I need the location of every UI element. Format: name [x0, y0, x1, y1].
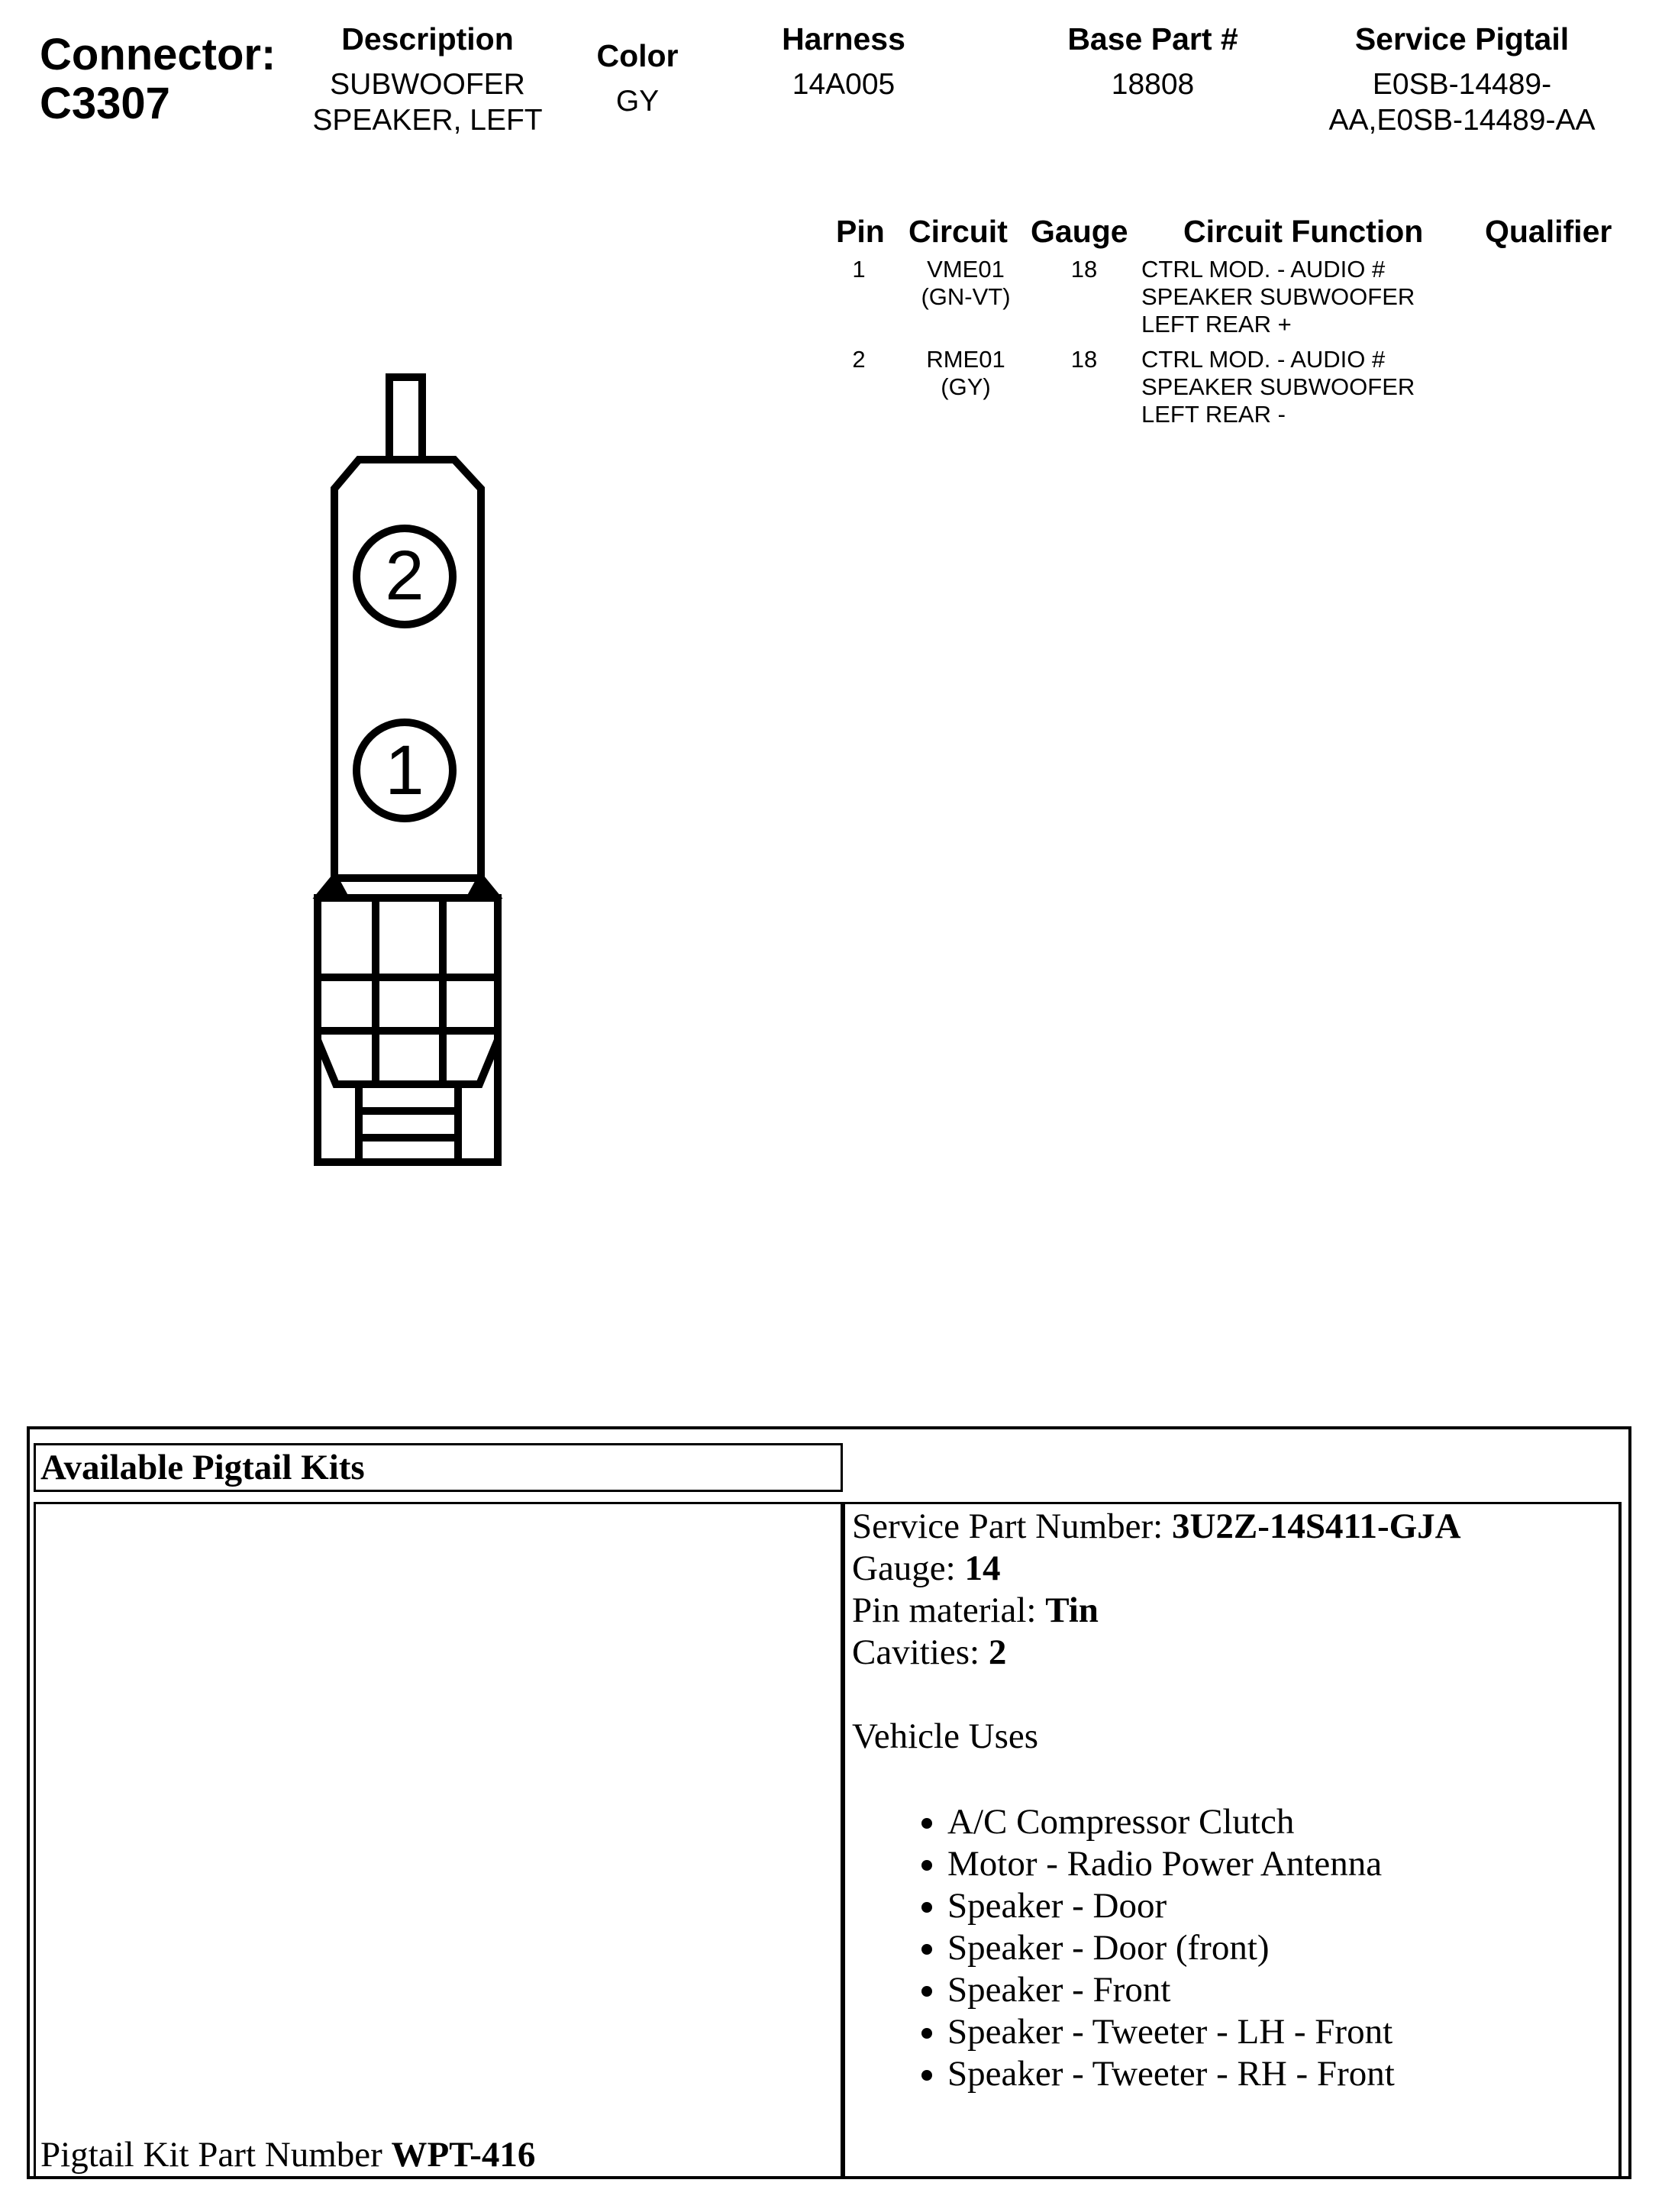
- circuit-function-cell: [1141, 346, 1462, 428]
- list-item: • Speaker - Front: [947, 1969, 1461, 2011]
- service-pigtail-heading: Service Pigtail: [1354, 21, 1570, 57]
- pigtail-details: [852, 1506, 1461, 2095]
- gauge-value: 14: [964, 1548, 1001, 1588]
- circuit-function-cell: [1141, 256, 1462, 338]
- qualifier-column-header: Qualifier: [1485, 214, 1612, 249]
- gauge-value: 18: [1070, 256, 1098, 283]
- harness-value: 14A005: [792, 68, 896, 101]
- list-item: • Speaker - Door: [947, 1885, 1461, 1927]
- cavity-2-label: 2: [385, 537, 424, 615]
- color-column: [565, 38, 710, 119]
- cavities-value: 2: [988, 1632, 1007, 1672]
- service-pigtail-line-2: AA,E0SB-14489-AA: [1328, 104, 1596, 137]
- table-row: [828, 346, 1645, 430]
- harness-heading: Harness: [782, 21, 905, 57]
- vehicle-uses-list: [852, 1801, 1461, 2095]
- table-row: [828, 256, 1645, 340]
- gauge-column-header: Gauge: [1031, 214, 1128, 249]
- list-item: • Motor - Radio Power Antenna: [947, 1843, 1461, 1885]
- description-heading: Description: [341, 21, 514, 57]
- pin-column-header: Pin: [836, 214, 885, 249]
- connector-id: C3307: [40, 79, 170, 128]
- service-part-number-row: [852, 1506, 1461, 1548]
- base-part-column: [1015, 21, 1290, 102]
- cavities-label: Cavities:: [852, 1632, 989, 1672]
- pin-number: 2: [852, 346, 866, 373]
- circuit-column-header: Circuit: [908, 214, 1008, 249]
- connector-label: Connector:: [40, 30, 276, 79]
- pigtail-kits-title-cell: [34, 1443, 843, 1492]
- connector-face-diagram: [298, 359, 519, 1176]
- list-item: • Speaker - Door (front): [947, 1927, 1461, 1969]
- connector-title: [40, 31, 276, 128]
- list-item: • Speaker - Tweeter - LH - Front: [947, 2011, 1461, 2053]
- vehicle-uses-title: Vehicle Uses: [852, 1716, 1039, 1756]
- circuit-function-line: CTRL MOD. - AUDIO #: [1141, 346, 1386, 373]
- service-part-number-value: 3U2Z-14S411-GJA: [1171, 1506, 1461, 1546]
- circuit-function-line: CTRL MOD. - AUDIO #: [1141, 256, 1386, 283]
- circuit-cell: [905, 346, 1027, 401]
- circuit-function-line: SPEAKER SUBWOOFER: [1141, 373, 1415, 400]
- service-pigtail-column: [1290, 21, 1634, 138]
- circuit-color: (GY): [941, 373, 991, 400]
- gauge-label: Gauge:: [852, 1548, 965, 1588]
- gauge-value: 18: [1070, 346, 1098, 373]
- circuit-function-line: LEFT REAR +: [1141, 311, 1292, 337]
- circuit-function-line: SPEAKER SUBWOOFER: [1141, 283, 1415, 310]
- circuit-code: VME01: [927, 256, 1005, 283]
- harness-column: [729, 21, 958, 102]
- cavities-row: [852, 1632, 1461, 1674]
- list-item: • Speaker - Tweeter - RH - Front: [947, 2053, 1461, 2095]
- circuit-function-column-header: Circuit Function: [1183, 214, 1424, 249]
- gauge-row: [852, 1548, 1461, 1590]
- pigtail-kit-value: WPT-416: [391, 2135, 536, 2175]
- circuit-cell: [905, 256, 1027, 311]
- description-column: [290, 21, 565, 138]
- service-pigtail-line-1: E0SB-14489-: [1372, 68, 1552, 101]
- description-line-2: SPEAKER, LEFT: [312, 104, 543, 137]
- pigtail-kit-part-number: [40, 2133, 535, 2177]
- description-line-1: SUBWOOFER: [330, 68, 525, 101]
- list-item: • A/C Compressor Clutch: [947, 1801, 1461, 1843]
- pigtail-kits-title: Available Pigtail Kits: [40, 1448, 365, 1487]
- base-part-value: 18808: [1111, 68, 1195, 101]
- pin-material-value: Tin: [1045, 1590, 1099, 1630]
- pigtail-details-cell: [843, 1502, 1622, 2179]
- pin-number: 1: [852, 256, 866, 283]
- pin-material-row: [852, 1590, 1461, 1632]
- latch-tab: [389, 377, 422, 460]
- circuit-code: RME01: [926, 346, 1005, 373]
- color-heading: Color: [596, 38, 679, 73]
- base-part-heading: Base Part #: [1067, 21, 1238, 57]
- service-part-number-label: Service Part Number:: [852, 1506, 1172, 1546]
- color-value: GY: [615, 85, 660, 118]
- cavity-1-label: 1: [385, 731, 424, 809]
- circuit-color: (GN-VT): [921, 283, 1011, 310]
- pigtail-kit-label: Pigtail Kit Part Number: [40, 2135, 392, 2175]
- pin-material-label: Pin material:: [852, 1590, 1046, 1630]
- circuit-function-line: LEFT REAR -: [1141, 401, 1286, 428]
- pin-table: [828, 214, 1645, 443]
- pigtail-kit-cell: [34, 1502, 843, 2179]
- housing-bevel: [318, 1040, 498, 1084]
